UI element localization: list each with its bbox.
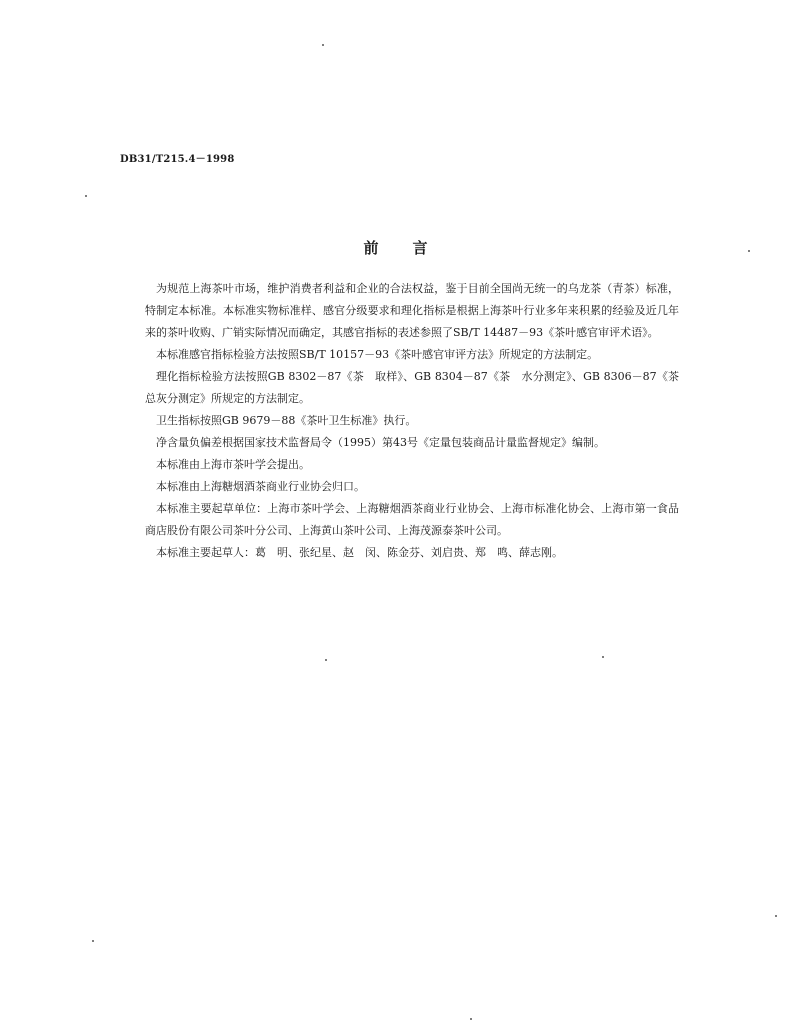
paragraph-sensory-method: 本标准感官指标检验方法按照SB/T 10157－93《茶叶感官审评方法》所规定的方法制定。 — [156, 348, 599, 361]
paragraph-physchem-method: 理化指标检验方法按照GB 8302－87《茶 取样》、GB 8304－87《茶 水分测定》、GB 8306－87《茶 总灰分测定》所规定的方法制定。 — [145, 370, 690, 405]
foreword-body — [145, 278, 690, 564]
paragraph-drafters: 本标准主要起草人：葛 明、张纪星、赵 闵、陈金芬、刘启贵、郑 鸣、薛志刚。 — [156, 546, 563, 559]
paragraph-proposer: 本标准由上海市茶叶学会提出。 — [156, 458, 310, 471]
scan-speck — [775, 915, 777, 917]
scan-speck — [322, 44, 324, 46]
scan-speck — [325, 659, 327, 661]
standard-code: DB31/T215.4－1998 — [120, 154, 235, 165]
paragraph-hygiene: 卫生指标按照GB 9679－88《茶叶卫生标准》执行。 — [156, 414, 417, 427]
paragraph-administrator: 本标准由上海糖烟酒茶商业行业协会归口。 — [156, 480, 365, 493]
scan-speck — [470, 1018, 472, 1020]
scan-speck — [85, 195, 87, 197]
paragraph-drafting-units: 本标准主要起草单位：上海市茶叶学会、上海糖烟酒茶商业行业协会、上海市标准化协会、上海市第一食品商店股份有限公司茶叶分公司、上海黄山茶叶公司、上海茂源泰茶叶公司。 — [145, 502, 679, 537]
page-title: 前言 — [363, 239, 462, 257]
scan-speck — [748, 250, 750, 252]
paragraph-net-content: 净含量负偏差根据国家技术监督局令（1995）第43号《定量包装商品计量监督规定》编制。 — [156, 436, 605, 449]
paragraph-purpose: 为规范上海茶叶市场，维护消费者利益和企业的合法权益，鉴于目前全国尚无统一的乌龙茶（青茶）标准，特制定本标准。本标准实物标准样、感官分级要求和理化指标是根据上海茶叶行业多年来积累的经验及近几年来的茶叶收购、广销实际情况而确定，其感官指标的表述参照了SB/T 14487－93《茶叶感官审评术语》。 — [145, 282, 679, 339]
scan-speck — [92, 940, 94, 942]
scan-speck — [602, 656, 604, 658]
